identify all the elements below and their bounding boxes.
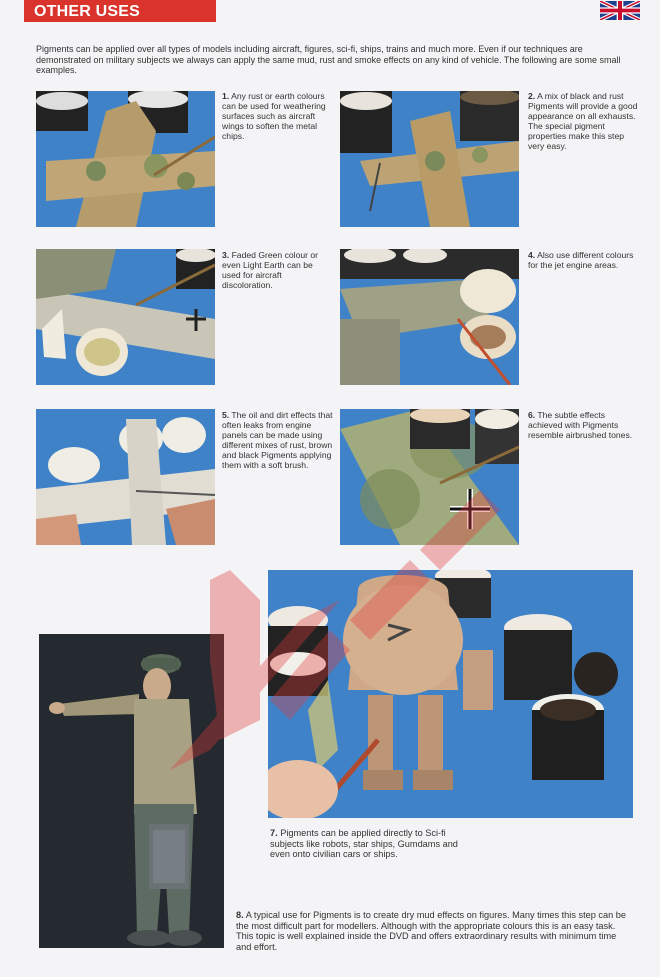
step-number: 7. bbox=[270, 828, 278, 838]
step-number: 2. bbox=[528, 91, 536, 101]
uk-flag-icon bbox=[600, 1, 640, 20]
step-number: 3. bbox=[222, 250, 230, 260]
step-number: 1. bbox=[222, 91, 230, 101]
caption-step-2 bbox=[528, 91, 640, 151]
caption-step-5 bbox=[222, 410, 334, 470]
photo-step-5 bbox=[36, 409, 215, 545]
photo-step-1 bbox=[36, 91, 215, 227]
caption-step-4 bbox=[528, 250, 640, 270]
step-text: Pigments can be applied directly to Sci-fi subjects like robots, star ships, Gumdams and even onto civilian cars or ships. bbox=[270, 828, 458, 860]
caption-step-3 bbox=[222, 250, 330, 290]
step-text: Faded Green colour or even Light Earth can be used for aircraft discoloration. bbox=[222, 250, 319, 290]
step-text: Also use different colours for the jet engine areas. bbox=[528, 250, 634, 270]
photo-step-2 bbox=[340, 91, 519, 227]
step-text: The oil and dirt effects that often leaks from engine panels can be made using different mixes of rust, brown and black Pigments applying them with a soft brush. bbox=[222, 410, 333, 470]
step-number: 6. bbox=[528, 410, 536, 420]
caption-step-1 bbox=[222, 91, 330, 141]
step-text: Any rust or earth colours can be used for weathering surfaces such as aircraft wings to soften the metal chips. bbox=[222, 91, 326, 141]
caption-step-7 bbox=[270, 828, 480, 860]
caption-step-8 bbox=[236, 910, 634, 952]
step-number: 4. bbox=[528, 250, 536, 260]
intro-paragraph: Pigments can be applied over all types of models including aircraft, figures, sci-fi, ships, trains and much more. Even if our techniques are demonstrated on military subjects we always can apply the same mud, rust and smoke effects on any kind of vehicle. The following are some small examples. bbox=[36, 44, 621, 75]
photo-step-3 bbox=[36, 249, 215, 385]
caption-step-6 bbox=[528, 410, 640, 440]
step-text: A typical use for Pigments is to create dry mud effects on figures. Many times this step can be the most difficult part for modellers. Although with the appropriate colours this is an easy task. This topic is well explained inside the DVD and offers extraordinary results with minimum time and effort. bbox=[236, 910, 626, 952]
photo-step-7-robot bbox=[268, 570, 633, 818]
step-number: 8. bbox=[236, 910, 244, 920]
section-title: OTHER USES bbox=[24, 0, 216, 22]
step-number: 5. bbox=[222, 410, 230, 420]
photo-step-8-figure bbox=[39, 634, 224, 948]
photo-step-4 bbox=[340, 249, 519, 385]
photo-step-6 bbox=[340, 409, 519, 545]
step-text: The subtle effects achieved with Pigments resemble airbrushed tones. bbox=[528, 410, 633, 440]
step-text: A mix of black and rust Pigments will provide a good appearance on all exhausts. The special pigment properties make this step very easy. bbox=[528, 91, 638, 151]
